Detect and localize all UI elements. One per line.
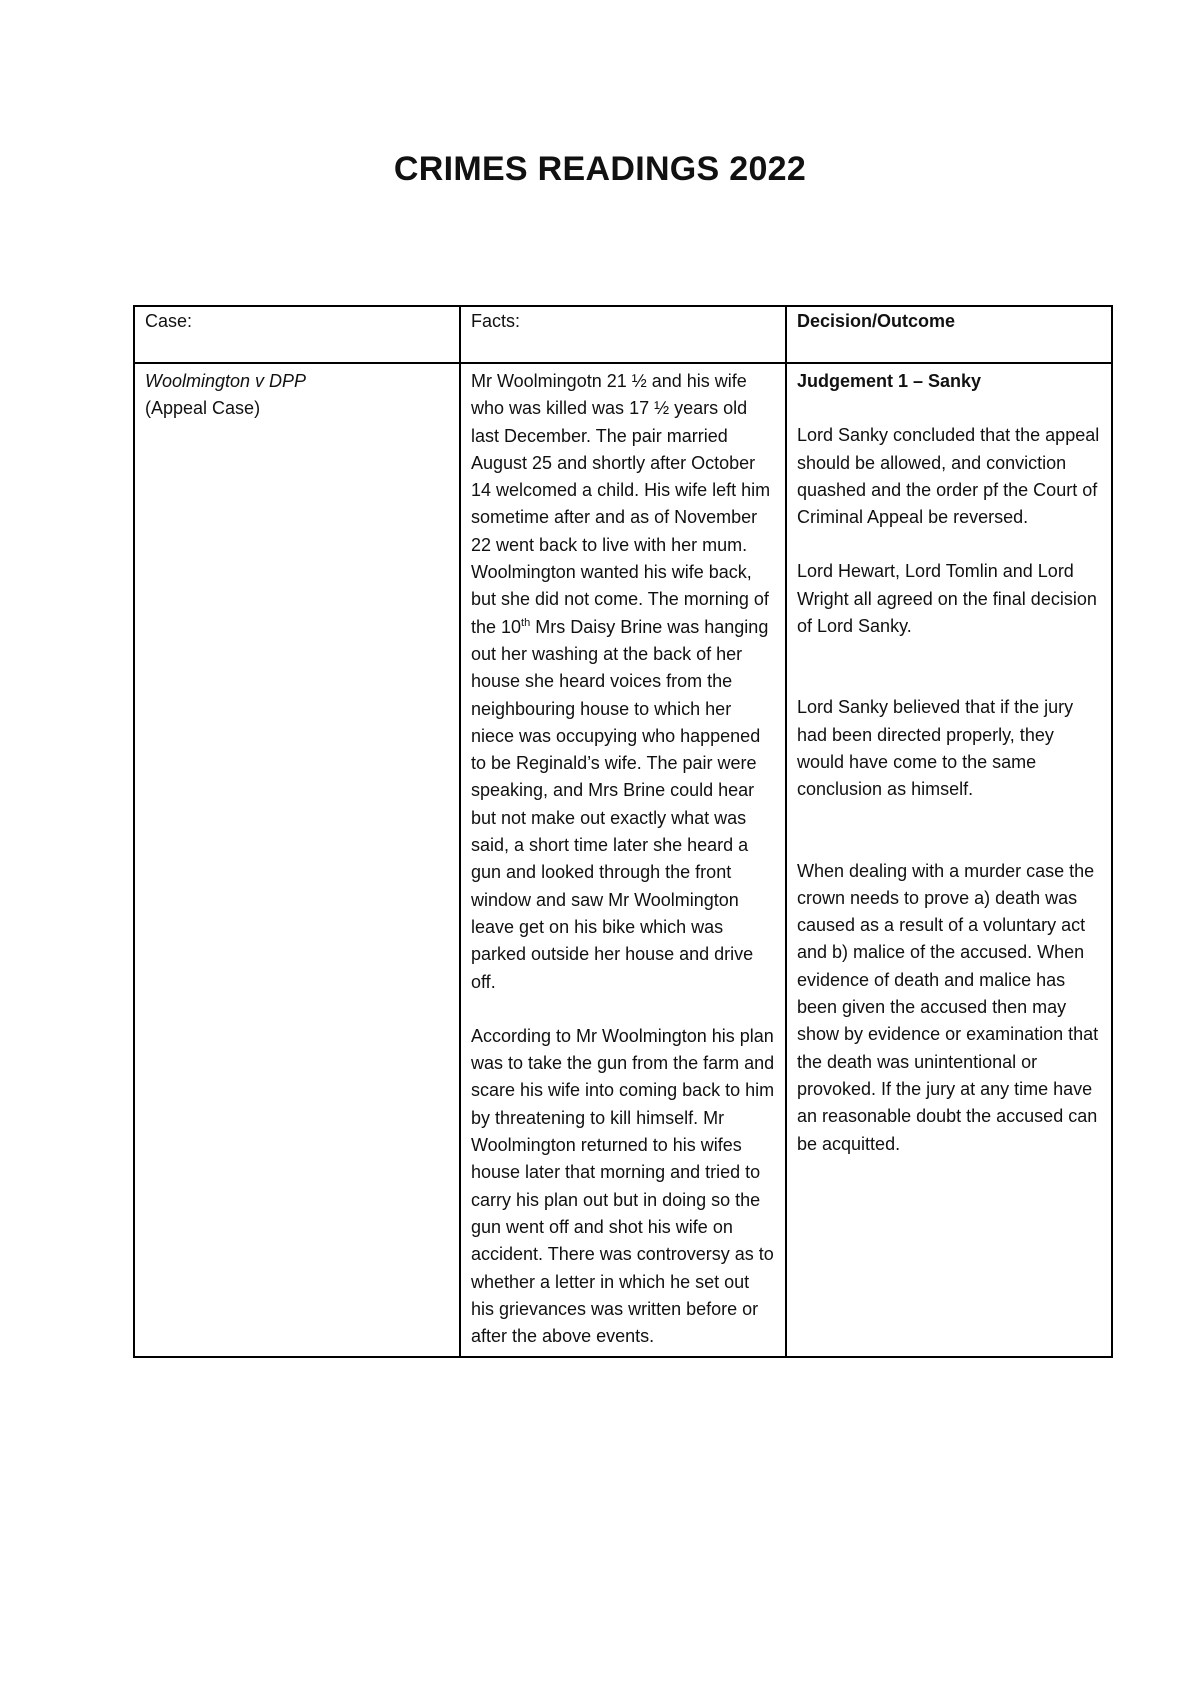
table-row [134,363,1112,1357]
decision-paragraph-4: When dealing with a murder case the crown needs to prove a) death was caused as a result of a voluntary act and b) malice of the accused. When evidence of death and malice has been given the accused then may show by evidence or examination that the death was unintentional or provoked. If the jury at any time have an reasonable doubt the accused can be acquitted. [797,860,1099,1154]
header-case [134,306,460,363]
header-case-label: Case: [145,311,193,331]
header-decision-label: Decision/Outcome [797,311,956,331]
decision-paragraph-1: Lord Sanky concluded that the appeal should be allowed, and conviction quashed and the order pf the Court of Criminal Appeal be reversed. [797,425,1100,528]
case-cell [134,363,460,1357]
decision-cell [786,363,1112,1357]
decision-paragraph-2: Lord Hewart, Lord Tomlin and Lord Wright all agreed on the final decision of Lord Sanky. [797,561,1097,637]
case-name: Woolmington v DPP [145,371,307,391]
facts-p1-text-continued: Mrs Daisy Brine was hanging out her washing at the back of her house she heard voices from the neighbouring house to which her niece was occupying who happened to be Reginald’s wife. The pair were speaking, and Mrs Brine could hear but not make out exactly what was said, a short time later she heard a gun and looked through the front window and saw Mr Woolmington leave get on his bike which was parked outside her house and drive off. [471,616,769,992]
facts-p1-superscript: th [521,616,531,629]
header-facts-label: Facts: [471,311,521,331]
case-type: (Appeal Case) [145,398,261,419]
facts-cell [460,363,786,1357]
facts-paragraph-1 [471,368,775,996]
table-header-row [134,306,1112,363]
facts-p1-text: Mr Woolmingotn 21 ½ and his wife who was killed was 17 ½ years old last December. The pair married August 25 and shortly after October 14 welcomed a child. His wife left him sometime after and as of November 22 went back to live with her mum. Woolmington wanted his wife back, but she did not come. The morning of the 10 [471,371,771,637]
judgement-heading: Judgement 1 – Sanky [797,371,982,391]
facts-paragraph-2: According to Mr Woolmington his plan was to take the gun from the farm and scare his wife into coming back to him by threatening to kill himself. Mr Woolmington returned to his wifes house later that morning and tried to carry his plan out but in doing so the gun went off and shot his wife on accident. There was controversy as to whether a letter in which he set out his grievances was written before or after the above events. [471,1025,775,1347]
header-decision [786,306,1112,363]
case-table [133,305,1113,1358]
decision-paragraph-3: Lord Sanky believed that if the jury had been directed properly, they would have come to the same conclusion as himself. [797,697,1074,800]
header-facts [460,306,786,363]
document-title: CRIMES READINGS 2022 [393,150,807,188]
